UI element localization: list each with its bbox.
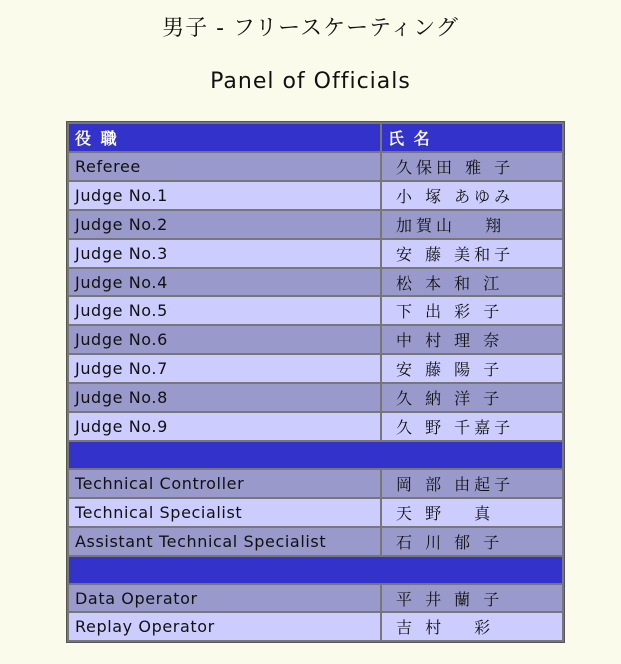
page-title: Panel of Officials xyxy=(210,69,411,94)
official-name: 小 塚 あゆみ xyxy=(382,182,562,209)
table-header-row xyxy=(69,124,562,151)
official-name: 下 出 彩 子 xyxy=(382,297,562,324)
official-role: Judge No.2 xyxy=(69,211,380,238)
table-row xyxy=(69,413,562,440)
official-name: 天 野 真 xyxy=(382,499,562,526)
official-role: Technical Controller xyxy=(69,470,380,497)
table-row xyxy=(69,211,562,238)
separator-row xyxy=(69,557,562,583)
official-role: Judge No.8 xyxy=(69,384,380,411)
official-name: 松 本 和 江 xyxy=(382,269,562,296)
official-name: 久保田 雅 子 xyxy=(382,153,562,180)
table-row xyxy=(69,182,562,209)
table-row xyxy=(69,326,562,353)
table-row xyxy=(69,153,562,180)
table-row xyxy=(69,355,562,382)
official-name: 加賀山 翔 xyxy=(382,211,562,238)
event-title: 男子 - フリースケーティング xyxy=(162,16,459,41)
official-name: 中 村 理 奈 xyxy=(382,326,562,353)
official-role: Judge No.4 xyxy=(69,269,380,296)
official-name: 久 納 洋 子 xyxy=(382,384,562,411)
separator-cell xyxy=(69,557,562,583)
table-row xyxy=(69,269,562,296)
official-role: Assistant Technical Specialist xyxy=(69,528,380,555)
official-name: 岡 部 由起子 xyxy=(382,470,562,497)
official-name: 久 野 千嘉子 xyxy=(382,413,562,440)
official-role: Technical Specialist xyxy=(69,499,380,526)
table-row xyxy=(69,585,562,612)
table-row xyxy=(69,297,562,324)
official-role: Judge No.3 xyxy=(69,240,380,267)
officials-table xyxy=(66,121,565,643)
official-name: 平 井 蘭 子 xyxy=(382,585,562,612)
official-role: Judge No.9 xyxy=(69,413,380,440)
official-role: Referee xyxy=(69,153,380,180)
table-row xyxy=(69,613,562,640)
official-name: 安 藤 陽 子 xyxy=(382,355,562,382)
table-row xyxy=(69,499,562,526)
official-name: 吉 村 彩 xyxy=(382,613,562,640)
official-name: 安 藤 美和子 xyxy=(382,240,562,267)
table-row xyxy=(69,528,562,555)
table-row xyxy=(69,384,562,411)
header-name: 氏 名 xyxy=(382,124,562,151)
table-row xyxy=(69,470,562,497)
official-role: Replay Operator xyxy=(69,613,380,640)
officials-table-body xyxy=(69,153,562,640)
official-role: Data Operator xyxy=(69,585,380,612)
official-role: Judge No.5 xyxy=(69,297,380,324)
official-name: 石 川 郁 子 xyxy=(382,528,562,555)
official-role: Judge No.6 xyxy=(69,326,380,353)
official-role: Judge No.7 xyxy=(69,355,380,382)
table-row xyxy=(69,240,562,267)
separator-row xyxy=(69,442,562,468)
header-role: 役 職 xyxy=(69,124,380,151)
separator-cell xyxy=(69,442,562,468)
official-role: Judge No.1 xyxy=(69,182,380,209)
